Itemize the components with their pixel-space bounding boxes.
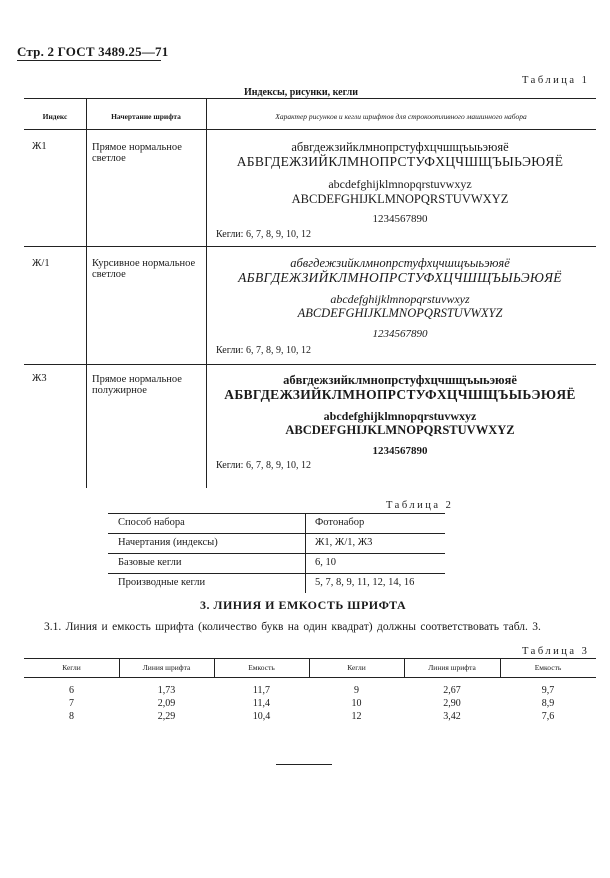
table3-header: Линия шрифта (142, 663, 191, 672)
table3-header: Емкость (534, 663, 562, 672)
table3-cell: 8 (69, 711, 74, 722)
section-title: 3. ЛИНИЯ И ЕМКОСТЬ ШРИФТА (200, 598, 407, 612)
row2-ru-upper: АБВГДЕЖЗИЙКЛМНОПРСТУФХЦЧШЩЪЫЬЭЮЯЁ (238, 270, 562, 285)
table2-value: Ж1, Ж/1, Ж3 (315, 537, 373, 548)
table3-cell: 2,09 (157, 698, 176, 709)
row1-ru-lower: абвгдежзийклмнопрстуфхцчшщъыьэюяё (291, 140, 509, 154)
row2-lat-upper: ABCDEFGHIJKLMNOPQRSTUVWXYZ (297, 306, 503, 320)
table3-cell: 7,6 (541, 711, 555, 722)
table2-col-divider (305, 514, 306, 533)
page-header: Стр. 2 ГОСТ 3489.25—71 (17, 44, 169, 59)
table3-header-row (24, 658, 596, 678)
table3-cell: 11,7 (252, 685, 271, 696)
row2-sizes: Кегли: 6, 7, 8, 9, 10, 12 (216, 345, 311, 356)
table2-row (108, 574, 445, 593)
table3-header: Емкость (248, 663, 275, 672)
table2 (108, 513, 445, 593)
table2-row (108, 534, 445, 554)
table3-cell: 9,7 (541, 685, 555, 696)
row2-lat-lower: abcdefghijklmnopqrstuvwxyz (330, 292, 470, 306)
table1-header-border (24, 129, 596, 130)
row3-index: Ж3 (32, 373, 47, 384)
row3-ru-upper: АБВГДЕЖЗИЙКЛМНОПРСТУФХЦЧШЩЪЫЬЭЮЯЁ (224, 387, 576, 402)
table3-cell: 2,90 (443, 698, 461, 709)
table2-value: Фотонабор (315, 517, 365, 528)
table-row (24, 698, 596, 711)
table3-header: Кегли (62, 663, 81, 672)
row1-index: Ж1 (32, 141, 47, 152)
row2-digits: 1234567890 (372, 328, 428, 340)
table2-value: 5, 7, 8, 9, 11, 12, 14, 16 (315, 577, 415, 588)
row3-ru-lower: абвгдежзийклмнопрстуфхцчшщъыьэюяё (283, 373, 517, 387)
row2-style: Курсивное нормальное светлое (92, 258, 196, 280)
table3-cell: 2,29 (157, 711, 176, 722)
section-paragraph: 3.1. Линия и емкость шрифта (количество букв на один квадрат) должны соответствовать табл. 3. (44, 621, 541, 633)
table1 (24, 98, 596, 488)
table3-header: Кегли (347, 663, 366, 672)
table1-row-divider (24, 364, 596, 365)
table3-cell: 8,9 (541, 698, 555, 709)
table3-cell: 2,67 (443, 685, 461, 696)
row2-index: Ж/1 (32, 258, 50, 269)
table3-caption: Таблица 3 (522, 646, 590, 657)
table2-label: Способ набора (118, 517, 185, 528)
bottom-divider (276, 764, 332, 765)
row1-ru-upper: АБВГДЕЖЗИЙКЛМНОПРСТУФХЦЧШЩЪЫЬЭЮЯЁ (236, 154, 564, 169)
table1-col-divider (86, 98, 87, 488)
table2-col-divider (305, 574, 306, 593)
table2-row (108, 554, 445, 574)
table-row (24, 685, 596, 698)
table3-cell: 1,73 (157, 685, 176, 696)
row1-sizes: Кегли: 6, 7, 8, 9, 10, 12 (216, 229, 311, 240)
table3-header: Линия шрифта (428, 663, 476, 672)
table1-top-border (24, 98, 596, 99)
row3-digits: 1234567890 (372, 445, 428, 457)
table2-caption: Таблица 2 (386, 500, 454, 511)
row3-style: Прямое нормальное полужирное (92, 374, 182, 396)
table3-cell: 7 (69, 698, 74, 709)
table1-row-divider (24, 246, 596, 247)
table3-cell: 3,42 (443, 711, 461, 722)
table2-col-divider (305, 534, 306, 553)
table1-title: Индексы, рисунки, кегли (243, 87, 359, 98)
table3 (24, 658, 596, 724)
table3-cell: 9 (354, 685, 359, 696)
table3-cell: 10,4 (252, 711, 271, 722)
table2-col-divider (305, 554, 306, 573)
row1-lat-lower: abcdefghijklmnopqrstuvwxyz (328, 177, 472, 191)
table-row (24, 711, 596, 724)
table1-header-spec: Характер рисунков и кегли шрифтов для строкоотливного машинного набора (275, 112, 527, 121)
table1-header-style: Начертание шрифта (111, 112, 181, 121)
row1-style: Прямое нормальное светлое (92, 142, 182, 164)
table3-cell: 6 (69, 685, 74, 696)
table2-label: Базовые кегли (118, 557, 182, 568)
header-underline (17, 60, 161, 61)
row3-lat-upper: ABCDEFGHIJKLMNOPQRSTUVWXYZ (285, 423, 515, 437)
table2-label: Начертания (индексы) (118, 537, 218, 548)
table2-label: Производные кегли (118, 577, 206, 588)
table3-cell: 10 (351, 698, 362, 709)
table1-caption: Таблица 1 (522, 75, 590, 86)
table3-cell: 11,4 (252, 698, 271, 709)
table2-value: 6, 10 (315, 557, 336, 568)
table1-header-index: Индекс (42, 112, 68, 121)
row3-lat-lower: abcdefghijklmnopqrstuvwxyz (323, 409, 477, 423)
row1-digits: 1234567890 (372, 213, 428, 225)
row1-lat-upper: ABCDEFGHIJKLMNOPQRSTUVWXYZ (291, 192, 509, 206)
row2-ru-lower: абвгдежзийклмнопрстуфхцчшщъыьэюяё (290, 256, 510, 270)
table3-cell: 12 (351, 711, 362, 722)
row3-sizes: Кегли: 6, 7, 8, 9, 10, 12 (216, 460, 311, 471)
table2-row (108, 513, 445, 534)
